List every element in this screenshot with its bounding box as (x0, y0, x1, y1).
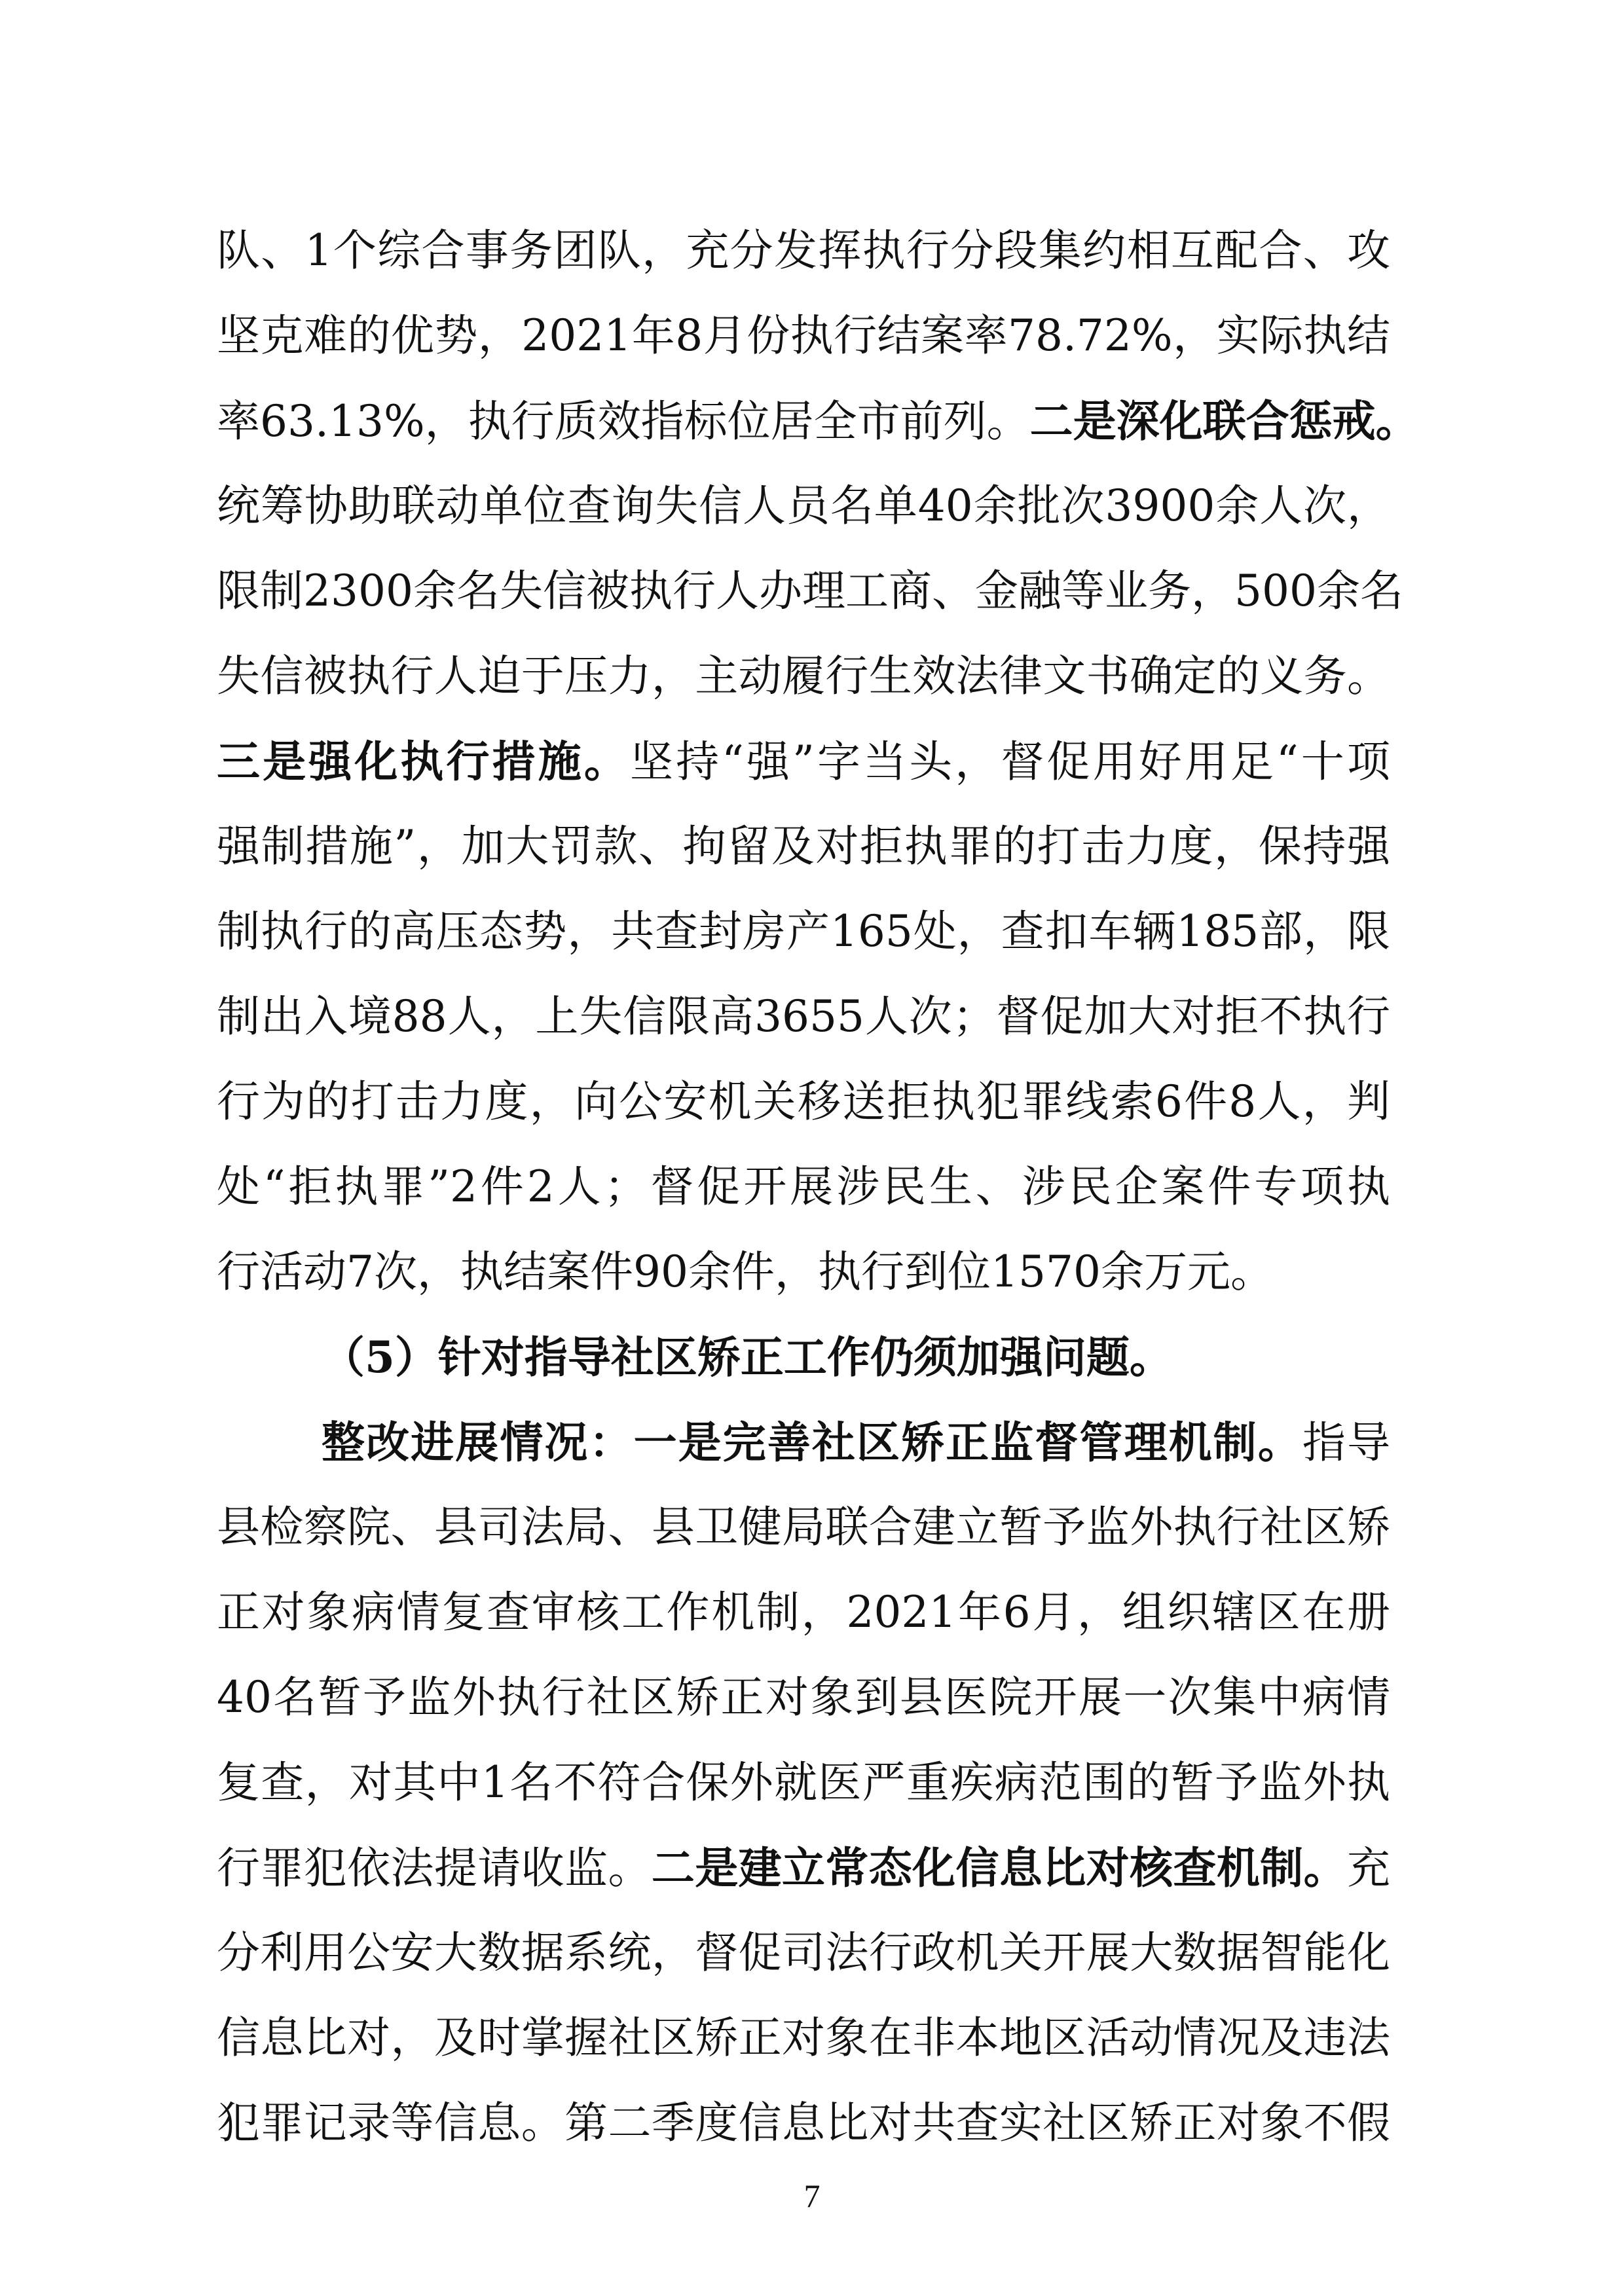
text-line (217, 1910, 1390, 1995)
document-body (217, 208, 1419, 2166)
text-line (217, 974, 1390, 1059)
text-line (217, 464, 1390, 549)
bold-phrase: 二是深化联合惩戒。 (1029, 395, 1419, 446)
text-line (217, 1995, 1390, 2081)
text-run: 县检察院、县司法局、县卫健局联合建立暂予监外执行社区矫 (217, 1502, 1390, 1552)
text-run: 指导 (1302, 1417, 1391, 1468)
text-run: 40名暂予监外执行社区矫正对象到县医院开展一次集中病情 (217, 1672, 1390, 1722)
bold-phrase: 二是建立常态化信息比对核查机制。 (651, 1842, 1348, 1893)
text-run: 统筹协助联动单位查询失信人员名单40余批次3900余人次， (217, 481, 1390, 531)
bold-phrase: 整改进展情况：一是完善社区矫正监督管理机制。 (322, 1417, 1302, 1468)
text-line (217, 719, 1390, 804)
text-line (217, 208, 1390, 293)
text-line (217, 2081, 1390, 2166)
text-run: 队、1个综合事务团队，充分发挥执行分段集约相互配合、攻 (217, 225, 1390, 276)
text-run: 犯罪记录等信息。第二季度信息比对共查实社区矫正对象不假 (217, 2098, 1390, 2148)
text-run: 正对象病情复查审核工作机制，2021年6月，组织辖区在册 (217, 1587, 1390, 1637)
text-line (217, 1059, 1390, 1144)
text-line (217, 1825, 1390, 1910)
text-line (217, 1570, 1390, 1655)
text-run: 制执行的高压态势，共查封房产165处，查扣车辆185部，限 (217, 906, 1390, 957)
text-run: 行为的打击力度，向公安机关移送拒执犯罪线索6件8人，判 (217, 1076, 1390, 1127)
text-run: 信息比对，及时掌握社区矫正对象在非本地区活动情况及违法 (217, 2013, 1390, 2063)
text-line (217, 378, 1419, 464)
text-line (217, 1740, 1390, 1825)
text-line (217, 1485, 1390, 1570)
text-line (217, 804, 1390, 889)
text-line (217, 549, 1403, 634)
text-run: 强制措施”，加大罚款、拘留及对拒执罪的打击力度，保持强 (217, 821, 1390, 871)
text-line (217, 1655, 1390, 1740)
text-line (217, 1230, 1390, 1315)
text-run: 行活动7次，执结案件90余件，执行到位1570余万元。 (217, 1247, 1274, 1297)
text-run: 行罪犯依法提请收监。 (217, 1843, 652, 1893)
text-line (217, 1400, 1390, 1485)
text-run: 分利用公安大数据系统，督促司法行政机关开展大数据智能化 (217, 1927, 1390, 1978)
text-run: 复查，对其中1名不符合保外就医严重疾病范围的暂予监外执 (217, 1757, 1390, 1808)
text-run: 坚持“强”字当头，督促用好用足“十项 (629, 737, 1391, 787)
text-line (217, 889, 1390, 974)
text-run: 制出入境88人，上失信限高3655人次；督促加大对拒不执行 (217, 991, 1390, 1042)
page-number: 7 (803, 2178, 821, 2214)
text-run: 充 (1347, 1843, 1391, 1893)
text-line (217, 634, 1390, 719)
text-run: 限制2300余名失信被执行人办理工商、金融等业务，500余名 (217, 566, 1403, 616)
bold-phrase: （5）针对指导社区矫正工作仍须加强问题。 (322, 1332, 1173, 1383)
text-run: 失信被执行人迫于压力，主动履行生效法律文书确定的义务。 (217, 651, 1390, 701)
text-run: 坚克难的优势，2021年8月份执行结案率78.72%，实际执结 (217, 310, 1390, 361)
text-run: 处“拒执罪”2件2人；督促开展涉民生、涉民企案件专项执 (217, 1161, 1390, 1212)
text-line (217, 293, 1390, 378)
section-heading (217, 1315, 1390, 1400)
text-line (217, 1144, 1390, 1230)
text-run: 率63.13%，执行质效指标位居全市前列。 (217, 396, 1030, 446)
bold-phrase: 三是强化执行措施。 (217, 736, 630, 787)
